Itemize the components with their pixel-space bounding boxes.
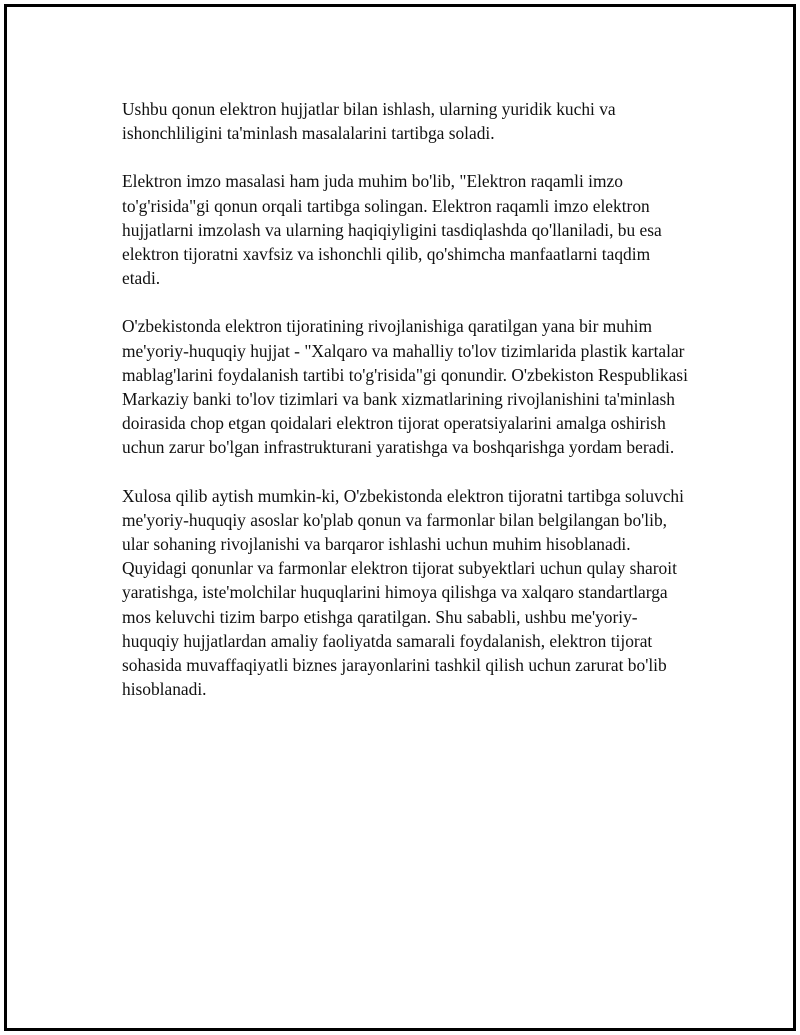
document-body: [122, 97, 692, 701]
document-page: [4, 4, 796, 1031]
paragraph-2: Elektron imzo masalasi ham juda muhim bo'lib, "Elektron raqamli imzo to'g'risida"gi qonun orqali tartibga solingan. Elektron raqamli imzo elektron hujjatlarni imzolash va ularning haqiqiyligini tasdiqlashda qo'llaniladi, bu esa elektron tijoratni xavfsiz va ishonchli qilib, qo'shimcha manfaatlarni taqdim etadi.: [122, 171, 662, 289]
paragraph-4: Xulosa qilib aytish mumkin-ki, O'zbekistonda elektron tijoratni tartibga soluvchi me'yoriy-huquqiy asoslar ko'plab qonun va farmonlar bilan belgilangan bo'lib, ular sohaning rivojlanishi va barqaror ishlashi uchun muhim hisoblanadi. Quyidagi qonunlar va farmonlar elektron tijorat subyektlari uchun qulay sharoit yaratishga, iste'molchilar huquqlarini himoya qilishga va xalqaro standartlarga mos keluvchi tizim barpo etishga qaratilgan. Shu sababli, ushbu me'yoriy-huquqiy hujjatlardan amaliy faoliyatda samarali foydalanish, elektron tijorat sohasida muvaffaqiyatli biznes jarayonlarini tashkil qilish uchun zarurat bo'lib hisoblanadi.: [122, 485, 684, 700]
paragraph-3: O'zbekistonda elektron tijoratining rivojlanishiga qaratilgan yana bir muhim me'yoriy-huquqiy hujjat - "Xalqaro va mahalliy to'lov tizimlarida plastik kartalar mablag'larini foydalanish tartibi to'g'risida"gi qonundir. O'zbekiston Respublikasi Markaziy banki to'lov tizimlari va bank xizmatlarining rivojlanishini ta'minlash doirasida chop etgan qoidalari elektron tijorat operatsiyalarini amalga oshirish uchun zarur bo'lgan infrastrukturani yaratishga va boshqarishga yordam beradi.: [122, 316, 688, 458]
paragraph-1: Ushbu qonun elektron hujjatlar bilan ishlash, ularning yuridik kuchi va ishonchliligini ta'minlash masalalarini tartibga soladi.: [122, 99, 616, 144]
